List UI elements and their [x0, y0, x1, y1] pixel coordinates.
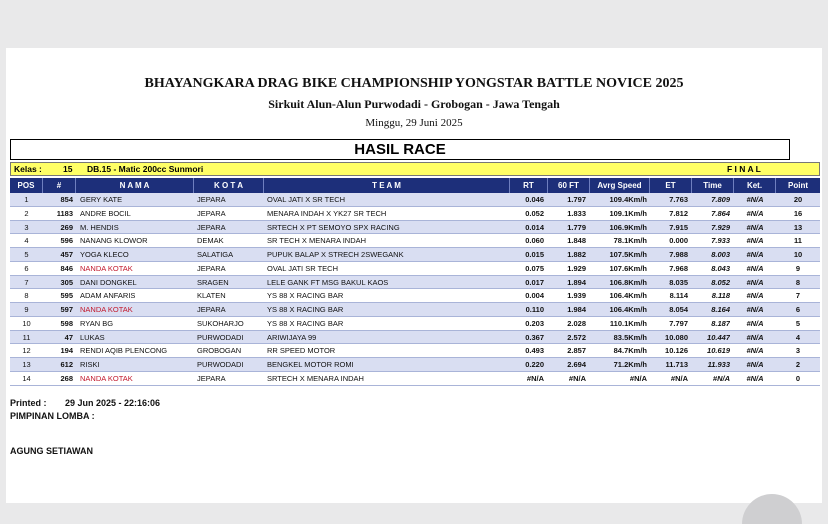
cell-rt: #N/A: [526, 373, 544, 383]
cell-time: 8.164: [711, 305, 730, 314]
cell-rt: 0.493: [525, 346, 544, 356]
results-sheet: [6, 48, 822, 503]
cell-time: 7.933: [711, 236, 730, 246]
cell-city: JEPARA: [197, 373, 226, 383]
cell-ket: #N/A: [746, 277, 764, 287]
cell-rt: 0.075: [525, 263, 544, 273]
cell-number: 596: [60, 236, 73, 246]
cell-city: DEMAK: [197, 236, 224, 246]
table-row: [10, 331, 820, 345]
cell-rt: 0.052: [525, 208, 544, 218]
cell-rt: 0.367: [525, 332, 544, 342]
cell-60ft: 1.833: [567, 208, 586, 218]
cell-60ft: 2.028: [567, 318, 586, 328]
cell-pos: 2: [24, 208, 29, 218]
cell-number: 47: [64, 332, 73, 342]
cell-speed: 107.6Km/h: [609, 263, 647, 273]
cell-city: KLATEN: [197, 291, 226, 301]
table-row: [10, 248, 820, 262]
cell-time: 8.052: [711, 277, 730, 287]
cell-time: 8.187: [711, 318, 730, 328]
cell-ket: #N/A: [746, 332, 764, 342]
table-row: [10, 276, 820, 290]
cell-team: OVAL JATI SR TECH: [267, 263, 338, 273]
cell-point: 5: [795, 318, 801, 328]
cell-ket: #N/A: [746, 360, 764, 369]
cell-number: 846: [60, 263, 73, 273]
cell-rt: 0.014: [525, 222, 544, 232]
col-point-header: Point: [788, 181, 808, 190]
cell-team: YS 88 X RACING BAR: [267, 305, 344, 314]
cell-name: LUKAS: [80, 332, 105, 342]
col-ket-header: Ket.: [734, 178, 776, 193]
cell-et: 8.054: [669, 305, 688, 314]
cell-rt: 0.004: [525, 291, 544, 301]
cell-name: NANDA KOTAK: [80, 305, 133, 314]
cell-point: 20: [793, 195, 803, 204]
cell-time: #N/A: [712, 373, 730, 383]
cell-et: 10.080: [665, 332, 688, 342]
col-pos-header: POS: [10, 178, 43, 193]
cell-speed: 106.4Km/h: [609, 305, 647, 314]
class-number: 15: [63, 164, 73, 174]
cell-point: 3: [795, 346, 801, 356]
cell-name: RISKI: [80, 360, 100, 369]
table-row: [10, 344, 820, 358]
cell-et: 7.763: [669, 195, 688, 204]
cell-pos: 3: [24, 222, 29, 232]
cell-name: ANDRE BOCIL: [80, 208, 131, 218]
cell-60ft: #N/A: [568, 373, 586, 383]
cell-60ft: 1.894: [567, 277, 586, 287]
cell-point: 7: [795, 291, 801, 301]
cell-pos: 5: [24, 250, 29, 259]
col-team-header: T E A M: [264, 178, 510, 193]
cell-name: YOGA KLECO: [80, 250, 129, 259]
cell-name: RYAN BG: [80, 318, 114, 328]
cell-rt: 0.060: [525, 236, 544, 246]
cell-speed: 107.5Km/h: [609, 250, 647, 259]
cell-time: 7.929: [711, 222, 730, 232]
cell-team: OVAL JATI X SR TECH: [267, 195, 346, 204]
cell-speed: 84.7Km/h: [613, 346, 647, 356]
cell-et: 0.000: [669, 236, 688, 246]
cell-speed: #N/A: [629, 373, 647, 383]
cell-team: SRTECH X PT SEMOYO SPX RACING: [267, 222, 400, 232]
cell-time: 8.003: [711, 250, 730, 259]
cell-speed: 106.8Km/h: [609, 277, 647, 287]
cell-team: YS 88 X RACING BAR: [267, 318, 344, 328]
cell-point: 6: [795, 305, 801, 314]
cell-ket: #N/A: [746, 208, 764, 218]
cell-ket: #N/A: [746, 236, 764, 246]
cell-et: 7.968: [669, 263, 688, 273]
cell-60ft: 2.694: [567, 360, 586, 369]
cell-city: JEPARA: [197, 263, 226, 273]
cell-number: 595: [60, 291, 73, 301]
cell-name: ADAM ANFARIS: [80, 291, 136, 301]
cell-speed: 78.1Km/h: [613, 236, 647, 246]
cell-speed: 83.5Km/h: [613, 332, 647, 342]
col-time-header: Time: [692, 178, 734, 193]
table-row: [10, 372, 820, 386]
col-rt-header: RT: [510, 178, 548, 193]
cell-number: 268: [60, 373, 73, 383]
cell-et: #N/A: [670, 373, 688, 383]
cell-ket: #N/A: [746, 195, 764, 204]
cell-ket: #N/A: [746, 318, 764, 328]
results-banner: HASIL RACE: [10, 139, 790, 160]
col-et-header: ET: [650, 178, 692, 193]
cell-point: 10: [793, 250, 803, 259]
cell-time: 11.933: [707, 360, 730, 369]
cell-team: RR SPEED MOTOR: [267, 346, 336, 356]
cell-team: MENARA INDAH X YK27 SR TECH: [267, 208, 387, 218]
cell-ket: #N/A: [746, 222, 764, 232]
col-speed-header: Avrg Speed: [590, 178, 650, 193]
cell-ket: #N/A: [746, 346, 764, 356]
table-row: [10, 317, 820, 331]
cell-point: 9: [795, 263, 801, 273]
cell-name: DANI DONGKEL: [80, 277, 137, 287]
cell-rt: 0.220: [525, 360, 544, 369]
cell-number: 597: [60, 305, 73, 314]
cell-60ft: 2.857: [567, 346, 586, 356]
event-date: Minggu, 29 Juni 2025: [365, 117, 463, 129]
cell-time: 10.447: [707, 332, 730, 342]
cell-pos: 7: [24, 277, 29, 287]
cell-ket: #N/A: [746, 305, 764, 314]
col-60ft-header: 60 FT: [548, 178, 590, 193]
cell-pos: 6: [24, 263, 29, 273]
cell-time: 10.619: [707, 346, 730, 356]
cell-et: 7.812: [669, 208, 688, 218]
cell-speed: 109.1Km/h: [609, 208, 647, 218]
cell-pos: 13: [22, 360, 31, 369]
cell-ket: #N/A: [746, 291, 764, 301]
cell-time: 7.809: [711, 195, 730, 204]
cell-pos: 9: [24, 305, 29, 314]
cell-number: 269: [60, 222, 73, 232]
cell-name: M. HENDIS: [80, 222, 119, 232]
cell-team: PUPUK BALAP X STRECH 2SWEGANK: [267, 250, 404, 259]
table-row: [10, 303, 820, 317]
cell-team: SRTECH X MENARA INDAH: [267, 373, 364, 383]
cell-rt: 0.015: [525, 250, 544, 259]
event-venue: Sirkuit Alun-Alun Purwodadi - Grobogan - Jawa Tengah: [268, 97, 560, 111]
printed-line: [10, 398, 161, 408]
cell-60ft: 1.797: [567, 195, 586, 204]
cell-ket: #N/A: [746, 373, 764, 383]
table-row: [10, 221, 820, 235]
table-row: [10, 262, 820, 276]
cell-point: 16: [793, 208, 803, 218]
cell-number: 305: [60, 277, 73, 287]
class-name: DB.15 - Matic 200cc Sunmori: [87, 164, 204, 174]
cell-60ft: 2.572: [567, 332, 586, 342]
cell-ket: #N/A: [746, 263, 764, 273]
cell-60ft: 1.939: [567, 291, 586, 301]
cell-speed: 106.4Km/h: [609, 291, 647, 301]
table-row: [10, 289, 820, 303]
cell-speed: 110.1Km/h: [609, 318, 647, 328]
cell-et: 7.915: [669, 222, 688, 232]
table-row: [10, 358, 820, 372]
cell-team: LELE GANK FT MSG BAKUL KAOS: [267, 277, 389, 287]
event-title: BHAYANGKARA DRAG BIKE CHAMPIONSHIP YONGSTAR BATTLE NOVICE 2025: [144, 76, 684, 91]
class-label: Kelas :: [14, 164, 42, 174]
cell-pos: 10: [22, 318, 31, 328]
col-city-header: K O T A: [194, 178, 264, 193]
cell-city: JEPARA: [197, 305, 226, 314]
cell-name: RENDI AQIB PLENCONG: [80, 346, 168, 356]
cell-city: PURWODADI: [197, 360, 244, 369]
printed-label: Printed :: [10, 398, 47, 408]
cell-pos: 1: [24, 195, 29, 204]
cell-point: 2: [795, 360, 801, 369]
cell-pos: 4: [24, 236, 29, 246]
cell-city: SUKOHARJO: [197, 318, 244, 328]
cell-ket: #N/A: [746, 250, 764, 259]
cell-team: SR TECH X MENARA INDAH: [267, 236, 367, 246]
cell-point: 13: [793, 222, 803, 232]
cell-number: 598: [60, 318, 73, 328]
cell-city: JEPARA: [197, 195, 226, 204]
cell-et: 10.126: [665, 346, 688, 356]
cell-rt: 0.110: [525, 305, 544, 314]
cell-point: 8: [795, 277, 801, 287]
cell-time: 8.118: [711, 291, 730, 301]
cell-rt: 0.203: [525, 318, 544, 328]
table-header: [10, 178, 820, 193]
signatory-name: AGUNG SETIAWAN: [10, 446, 94, 456]
cell-pos: 11: [22, 332, 31, 342]
cell-name: GERY KATE: [80, 195, 123, 204]
cell-point: 0: [795, 373, 801, 383]
cell-point: 4: [795, 332, 801, 342]
cell-point: 11: [794, 236, 802, 246]
cell-team: YS 88 X RACING BAR: [267, 291, 344, 301]
cell-city: JEPARA: [197, 222, 226, 232]
cell-et: 7.797: [669, 318, 688, 328]
cell-name: NANDA KOTAK: [80, 263, 133, 273]
table-row: [10, 234, 820, 248]
cell-et: 8.114: [669, 291, 688, 301]
cell-speed: 71.2Km/h: [613, 360, 647, 369]
cell-time: 8.043: [711, 263, 730, 273]
cell-number: 194: [60, 346, 73, 356]
cell-60ft: 1.779: [567, 222, 586, 232]
col-number-header: #: [43, 178, 76, 193]
cell-et: 11.713: [665, 360, 688, 369]
cell-number: 854: [60, 195, 73, 204]
printed-timestamp: 29 Jun 2025 - 22:16:06: [65, 398, 161, 408]
cell-60ft: 1.882: [567, 250, 586, 259]
cell-time: 7.864: [711, 208, 730, 218]
cell-number: 457: [60, 250, 73, 259]
cell-city: JEPARA: [197, 208, 226, 218]
cell-rt: 0.046: [525, 195, 544, 204]
cell-rt: 0.017: [525, 277, 544, 287]
cell-60ft: 1.848: [567, 236, 586, 246]
class-bar: [10, 162, 820, 176]
cell-60ft: 1.929: [567, 263, 586, 273]
cell-city: PURWODADI: [197, 332, 244, 342]
cell-et: 7.988: [669, 250, 688, 259]
cell-name: NANANG KLOWOR: [80, 236, 148, 246]
table-row: [10, 193, 820, 207]
cell-number: 612: [60, 360, 73, 369]
cell-60ft: 1.984: [567, 305, 586, 314]
class-stage: F I N A L: [727, 164, 761, 174]
cell-team: BENGKEL MOTOR ROMI: [267, 360, 354, 369]
cell-pos: 8: [24, 291, 29, 301]
pimpinan-label: PIMPINAN LOMBA :: [10, 411, 95, 421]
cell-city: SALATIGA: [197, 250, 234, 259]
col-name-header: N A M A: [76, 178, 194, 193]
cell-pos: 14: [22, 373, 31, 383]
cell-city: GROBOGAN: [197, 346, 242, 356]
cell-speed: 106.9Km/h: [609, 222, 647, 232]
cell-city: SRAGEN: [197, 277, 229, 287]
cell-number: 1183: [56, 208, 73, 218]
cell-pos: 12: [22, 346, 31, 356]
cell-et: 8.035: [669, 277, 688, 287]
table-row: [10, 207, 820, 221]
cell-name: NANDA KOTAK: [80, 373, 133, 383]
cell-speed: 109.4Km/h: [609, 195, 647, 204]
cell-team: ARIWIJAYA 99: [267, 332, 317, 342]
